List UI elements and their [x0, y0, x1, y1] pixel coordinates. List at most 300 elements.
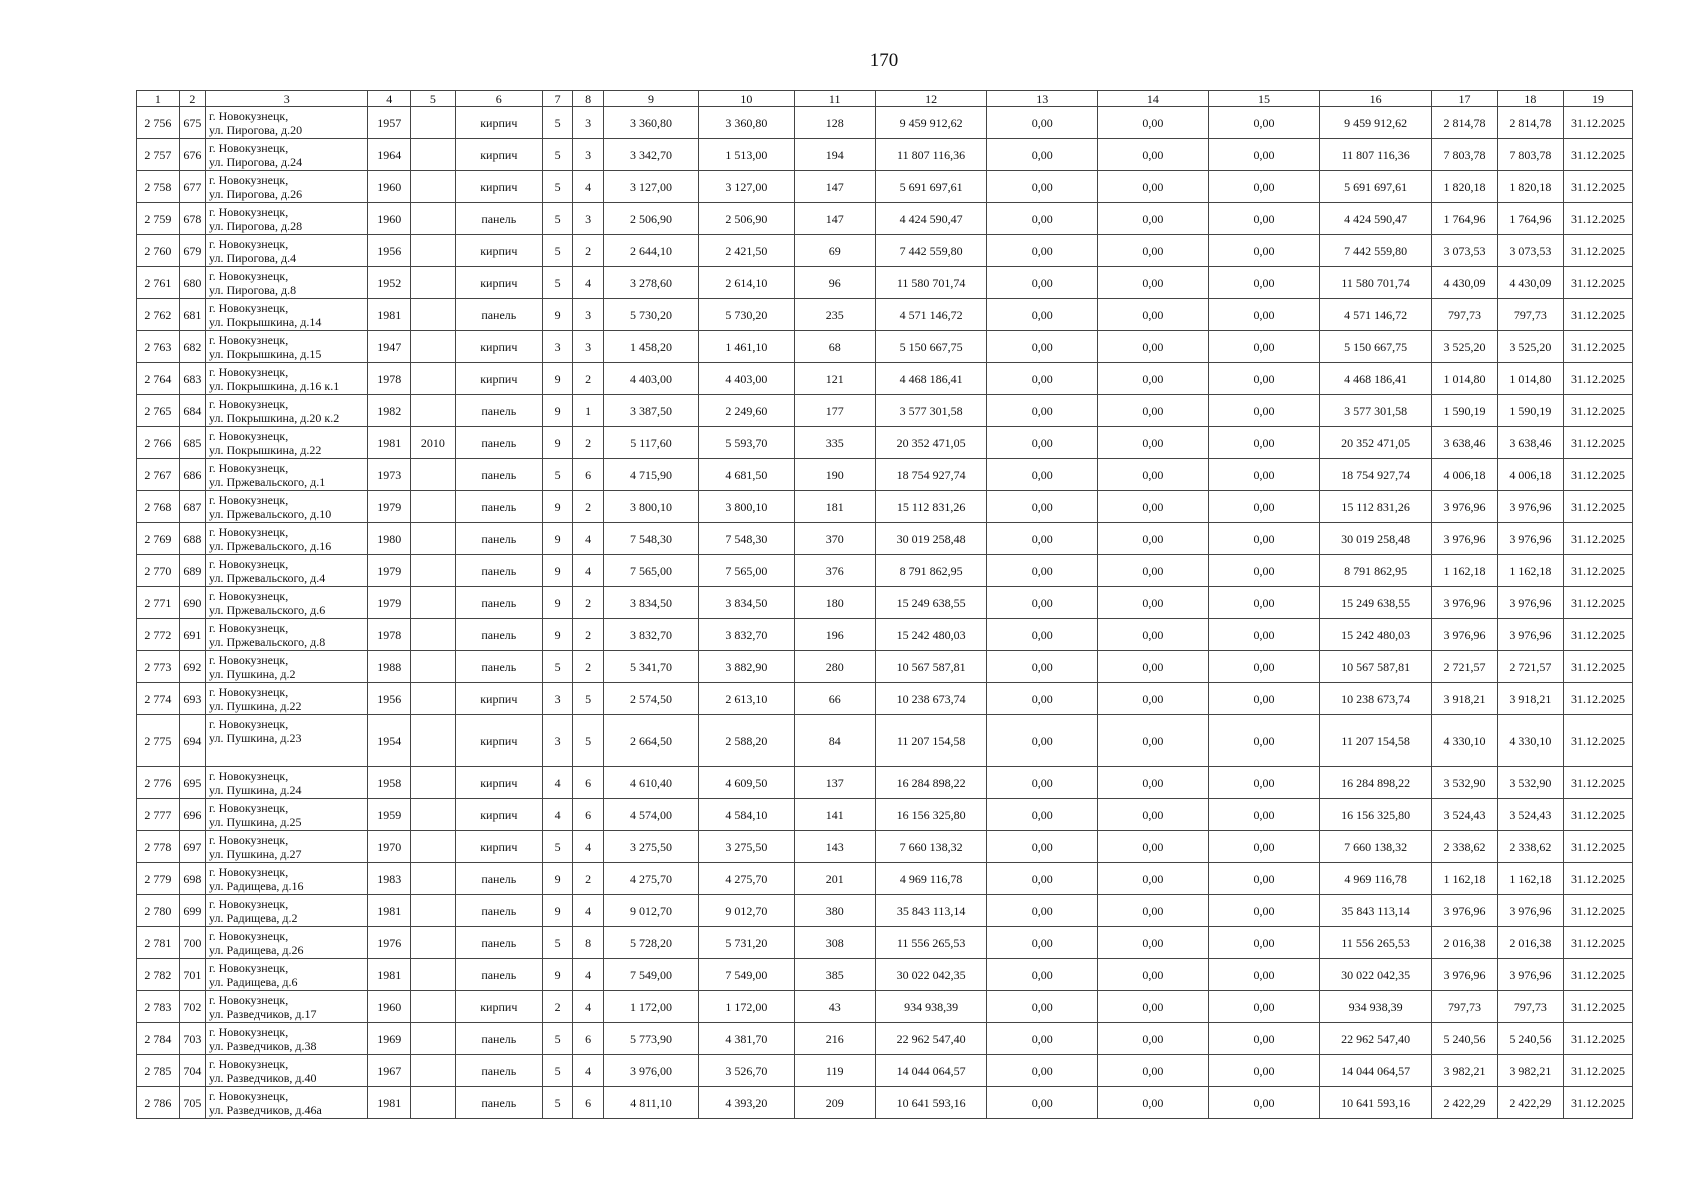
table-cell-c11: 147 — [794, 171, 875, 203]
table-cell-c15: 0,00 — [1208, 715, 1320, 767]
table-cell-c6: панель — [455, 927, 542, 959]
table-cell-c16: 20 352 471,05 — [1320, 427, 1432, 459]
table-cell-c14: 0,00 — [1098, 139, 1209, 171]
column-header: 17 — [1431, 91, 1497, 107]
address-city: г. Новокузнецк, — [209, 300, 289, 315]
table-cell-c8: 2 — [573, 235, 603, 267]
table-cell-c7: 9 — [542, 395, 572, 427]
table-cell-c12: 934 938,39 — [875, 991, 987, 1023]
table-cell-c14: 0,00 — [1098, 427, 1209, 459]
column-number-row — [137, 91, 1633, 107]
table-cell-c2: 684 — [179, 395, 205, 427]
table-cell-c16: 10 238 673,74 — [1320, 683, 1432, 715]
table-cell-c10: 4 403,00 — [699, 363, 794, 395]
table-cell-c5 — [411, 991, 456, 1023]
address-street: ул. Радищева, д.26 — [209, 942, 304, 957]
address-street: ул. Радищева, д.16 — [209, 878, 304, 893]
table-cell-c9: 3 387,50 — [603, 395, 698, 427]
table-cell-c19: 31.12.2025 — [1563, 1023, 1632, 1055]
table-cell-c18: 3 638,46 — [1497, 427, 1563, 459]
table-cell-c2: 675 — [179, 107, 205, 139]
table-cell-c17: 3 525,20 — [1431, 331, 1497, 363]
table-cell-c5 — [411, 799, 456, 831]
table-cell-c11: 143 — [794, 831, 875, 863]
table-cell-c15: 0,00 — [1208, 523, 1320, 555]
table-cell-c7: 2 — [542, 991, 572, 1023]
table-cell-c2: 693 — [179, 683, 205, 715]
table-cell-c15: 0,00 — [1208, 895, 1320, 927]
table-cell-c2: 697 — [179, 831, 205, 863]
table-cell-c18: 3 073,53 — [1497, 235, 1563, 267]
table-cell-c19: 31.12.2025 — [1563, 267, 1632, 299]
table-cell-c7: 9 — [542, 619, 572, 651]
address-street: ул. Пирогова, д.4 — [209, 250, 297, 265]
table-cell-c4: 1979 — [368, 587, 411, 619]
table-cell-c13: 0,00 — [987, 459, 1098, 491]
table-cell-c6: панель — [455, 395, 542, 427]
table-cell-c4: 1967 — [368, 1055, 411, 1087]
table-cell-c11: 181 — [794, 491, 875, 523]
address-city: г. Новокузнецк, — [209, 492, 289, 507]
table-cell-c19: 31.12.2025 — [1563, 107, 1632, 139]
table-cell-c11: 308 — [794, 927, 875, 959]
address-street: ул. Покрышкина, д.15 — [209, 346, 322, 361]
table-cell-c17: 797,73 — [1431, 299, 1497, 331]
table-cell-c10: 1 513,00 — [699, 139, 794, 171]
table-cell-c11: 137 — [794, 767, 875, 799]
table-cell-c6: панель — [455, 587, 542, 619]
table-row — [137, 171, 1633, 203]
table-row — [137, 107, 1633, 139]
table-cell-c13: 0,00 — [987, 331, 1098, 363]
table-cell-c13: 0,00 — [987, 927, 1098, 959]
table-cell-c9: 2 506,90 — [603, 203, 698, 235]
table-cell-c15: 0,00 — [1208, 139, 1320, 171]
table-cell-c13: 0,00 — [987, 203, 1098, 235]
address-city: г. Новокузнецк, — [209, 460, 289, 475]
table-cell-c18: 3 524,43 — [1497, 799, 1563, 831]
table-cell-c1: 2 771 — [137, 587, 180, 619]
table-cell-c4: 1970 — [368, 831, 411, 863]
table-cell-c6: панель — [455, 427, 542, 459]
table-cell-c1: 2 779 — [137, 863, 180, 895]
table-cell-c9: 5 773,90 — [603, 1023, 698, 1055]
table-cell-c17: 1 014,80 — [1431, 363, 1497, 395]
address-street: ул. Пржевальского, д.6 — [209, 602, 326, 617]
table-cell-c13: 0,00 — [987, 107, 1098, 139]
table-cell-c16: 11 207 154,58 — [1320, 715, 1432, 767]
table-cell-c1: 2 760 — [137, 235, 180, 267]
table-cell-c7: 3 — [542, 331, 572, 363]
table-cell-c11: 196 — [794, 619, 875, 651]
table-cell-c7: 9 — [542, 427, 572, 459]
table-cell-c16: 35 843 113,14 — [1320, 895, 1432, 927]
table-cell-c10: 2 249,60 — [699, 395, 794, 427]
table-cell-c14: 0,00 — [1098, 107, 1209, 139]
table-cell-c17: 3 976,96 — [1431, 491, 1497, 523]
address-cell — [206, 927, 368, 959]
table-cell-c12: 11 580 701,74 — [875, 267, 987, 299]
table-cell-c13: 0,00 — [987, 863, 1098, 895]
table-cell-c10: 2 506,90 — [699, 203, 794, 235]
table-cell-c5 — [411, 107, 456, 139]
table-cell-c16: 5 150 667,75 — [1320, 331, 1432, 363]
table-cell-c13: 0,00 — [987, 523, 1098, 555]
table-cell-c7: 9 — [542, 895, 572, 927]
table-cell-c4: 1957 — [368, 107, 411, 139]
table-cell-c14: 0,00 — [1098, 1087, 1209, 1119]
address-city: г. Новокузнецк, — [209, 396, 289, 411]
address-street: ул. Пржевальского, д.8 — [209, 634, 326, 649]
table-cell-c11: 96 — [794, 267, 875, 299]
table-cell-c2: 689 — [179, 555, 205, 587]
table-cell-c18: 5 240,56 — [1497, 1023, 1563, 1055]
table-cell-c12: 22 962 547,40 — [875, 1023, 987, 1055]
table-cell-c14: 0,00 — [1098, 895, 1209, 927]
table-cell-c9: 7 549,00 — [603, 959, 698, 991]
table-cell-c9: 3 834,50 — [603, 587, 698, 619]
table-cell-c9: 3 976,00 — [603, 1055, 698, 1087]
table-cell-c1: 2 776 — [137, 767, 180, 799]
table-row — [137, 991, 1633, 1023]
address-cell — [206, 767, 368, 799]
address-city: г. Новокузнецк, — [209, 684, 289, 699]
address-city: г. Новокузнецк, — [209, 332, 289, 347]
address-city: г. Новокузнецк, — [209, 524, 289, 539]
table-cell-c7: 9 — [542, 587, 572, 619]
table-cell-c7: 9 — [542, 491, 572, 523]
address-cell — [206, 363, 368, 395]
table-cell-c18: 1 764,96 — [1497, 203, 1563, 235]
table-cell-c18: 3 976,96 — [1497, 523, 1563, 555]
table-cell-c2: 677 — [179, 171, 205, 203]
table-cell-c1: 2 758 — [137, 171, 180, 203]
table-cell-c17: 3 638,46 — [1431, 427, 1497, 459]
table-cell-c7: 9 — [542, 863, 572, 895]
table-cell-c16: 4 468 186,41 — [1320, 363, 1432, 395]
table-cell-c4: 1956 — [368, 235, 411, 267]
table-cell-c9: 3 342,70 — [603, 139, 698, 171]
address-city: г. Новокузнецк, — [209, 864, 289, 879]
table-cell-c18: 1 820,18 — [1497, 171, 1563, 203]
table-cell-c14: 0,00 — [1098, 395, 1209, 427]
table-cell-c5 — [411, 683, 456, 715]
table-cell-c8: 4 — [573, 267, 603, 299]
table-cell-c11: 43 — [794, 991, 875, 1023]
table-cell-c13: 0,00 — [987, 235, 1098, 267]
table-cell-c10: 4 275,70 — [699, 863, 794, 895]
table-cell-c7: 5 — [542, 927, 572, 959]
table-cell-c5 — [411, 203, 456, 235]
address-street: ул. Радищева, д.2 — [209, 910, 298, 925]
address-street: ул. Покрышкина, д.16 к.1 — [209, 378, 340, 393]
table-cell-c12: 15 112 831,26 — [875, 491, 987, 523]
table-cell-c12: 11 807 116,36 — [875, 139, 987, 171]
table-cell-c12: 3 577 301,58 — [875, 395, 987, 427]
table-cell-c12: 5 691 697,61 — [875, 171, 987, 203]
table-cell-c14: 0,00 — [1098, 459, 1209, 491]
address-city: г. Новокузнецк, — [209, 556, 289, 571]
table-cell-c12: 30 019 258,48 — [875, 523, 987, 555]
table-cell-c17: 2 814,78 — [1431, 107, 1497, 139]
table-cell-c9: 3 127,00 — [603, 171, 698, 203]
table-cell-c6: кирпич — [455, 767, 542, 799]
table-cell-c17: 3 918,21 — [1431, 683, 1497, 715]
table-cell-c12: 10 238 673,74 — [875, 683, 987, 715]
table-cell-c17: 3 982,21 — [1431, 1055, 1497, 1087]
table-row — [137, 203, 1633, 235]
table-cell-c16: 11 556 265,53 — [1320, 927, 1432, 959]
table-cell-c19: 31.12.2025 — [1563, 459, 1632, 491]
column-header: 13 — [987, 91, 1098, 107]
table-cell-c11: 335 — [794, 427, 875, 459]
table-cell-c17: 3 524,43 — [1431, 799, 1497, 831]
table-cell-c9: 4 403,00 — [603, 363, 698, 395]
column-header: 8 — [573, 91, 603, 107]
table-cell-c16: 22 962 547,40 — [1320, 1023, 1432, 1055]
address-cell — [206, 863, 368, 895]
table-row — [137, 895, 1633, 927]
table-cell-c19: 31.12.2025 — [1563, 863, 1632, 895]
address-cell — [206, 427, 368, 459]
table-cell-c16: 4 969 116,78 — [1320, 863, 1432, 895]
table-cell-c6: панель — [455, 555, 542, 587]
column-header: 4 — [368, 91, 411, 107]
table-cell-c19: 31.12.2025 — [1563, 991, 1632, 1023]
table-cell-c19: 31.12.2025 — [1563, 299, 1632, 331]
table-cell-c1: 2 775 — [137, 715, 180, 767]
table-cell-c7: 5 — [542, 1087, 572, 1119]
table-cell-c1: 2 786 — [137, 1087, 180, 1119]
table-cell-c2: 679 — [179, 235, 205, 267]
table-cell-c19: 31.12.2025 — [1563, 555, 1632, 587]
address-street: ул. Покрышкина, д.22 — [209, 442, 322, 457]
table-cell-c13: 0,00 — [987, 491, 1098, 523]
table-cell-c2: 686 — [179, 459, 205, 491]
table-cell-c11: 141 — [794, 799, 875, 831]
table-cell-c19: 31.12.2025 — [1563, 895, 1632, 927]
address-city: г. Новокузнецк, — [209, 588, 289, 603]
table-cell-c16: 16 284 898,22 — [1320, 767, 1432, 799]
table-cell-c2: 676 — [179, 139, 205, 171]
table-cell-c2: 699 — [179, 895, 205, 927]
table-cell-c17: 3 532,90 — [1431, 767, 1497, 799]
address-cell — [206, 1023, 368, 1055]
table-cell-c14: 0,00 — [1098, 171, 1209, 203]
address-city: г. Новокузнецк, — [209, 108, 289, 123]
address-city: г. Новокузнецк, — [209, 1056, 289, 1071]
table-cell-c16: 30 022 042,35 — [1320, 959, 1432, 991]
table-cell-c1: 2 766 — [137, 427, 180, 459]
table-cell-c13: 0,00 — [987, 831, 1098, 863]
table-row — [137, 831, 1633, 863]
table-cell-c11: 66 — [794, 683, 875, 715]
table-cell-c13: 0,00 — [987, 959, 1098, 991]
address-street: ул. Пржевальского, д.4 — [209, 570, 326, 585]
address-cell — [206, 203, 368, 235]
table-cell-c16: 7 660 138,32 — [1320, 831, 1432, 863]
table-cell-c2: 688 — [179, 523, 205, 555]
table-cell-c2: 681 — [179, 299, 205, 331]
table-cell-c9: 1 458,20 — [603, 331, 698, 363]
address-cell — [206, 171, 368, 203]
table-row — [137, 555, 1633, 587]
table-cell-c5 — [411, 587, 456, 619]
table-cell-c2: 703 — [179, 1023, 205, 1055]
table-cell-c2: 692 — [179, 651, 205, 683]
table-row — [137, 619, 1633, 651]
table-cell-c10: 5 730,20 — [699, 299, 794, 331]
table-cell-c15: 0,00 — [1208, 587, 1320, 619]
table-cell-c1: 2 777 — [137, 799, 180, 831]
table-cell-c19: 31.12.2025 — [1563, 587, 1632, 619]
table-cell-c2: 678 — [179, 203, 205, 235]
table-cell-c13: 0,00 — [987, 139, 1098, 171]
table-cell-c16: 11 807 116,36 — [1320, 139, 1432, 171]
address-cell — [206, 799, 368, 831]
table-cell-c11: 84 — [794, 715, 875, 767]
table-cell-c8: 2 — [573, 491, 603, 523]
table-cell-c5 — [411, 1023, 456, 1055]
table-cell-c14: 0,00 — [1098, 299, 1209, 331]
table-cell-c15: 0,00 — [1208, 1087, 1320, 1119]
table-cell-c10: 1 172,00 — [699, 991, 794, 1023]
table-cell-c4: 1981 — [368, 427, 411, 459]
table-cell-c2: 695 — [179, 767, 205, 799]
column-header: 7 — [542, 91, 572, 107]
table-row — [137, 1023, 1633, 1055]
table-cell-c16: 16 156 325,80 — [1320, 799, 1432, 831]
table-cell-c11: 385 — [794, 959, 875, 991]
address-street: ул. Пушкина, д.2 — [209, 666, 296, 681]
table-cell-c1: 2 759 — [137, 203, 180, 235]
address-city: г. Новокузнецк, — [209, 652, 289, 667]
table-cell-c9: 4 275,70 — [603, 863, 698, 895]
column-header: 15 — [1208, 91, 1320, 107]
page-number: 170 — [869, 50, 899, 71]
table-cell-c9: 4 715,90 — [603, 459, 698, 491]
table-cell-c7: 3 — [542, 715, 572, 767]
table-cell-c19: 31.12.2025 — [1563, 139, 1632, 171]
table-cell-c2: 680 — [179, 267, 205, 299]
table-cell-c1: 2 770 — [137, 555, 180, 587]
table-cell-c6: панель — [455, 491, 542, 523]
table-cell-c19: 31.12.2025 — [1563, 619, 1632, 651]
table-cell-c6: кирпич — [455, 331, 542, 363]
table-cell-c7: 4 — [542, 799, 572, 831]
table-cell-c7: 5 — [542, 651, 572, 683]
table-row — [137, 799, 1633, 831]
table-cell-c15: 0,00 — [1208, 267, 1320, 299]
table-cell-c17: 1 162,18 — [1431, 555, 1497, 587]
table-cell-c5 — [411, 395, 456, 427]
table-cell-c9: 5 341,70 — [603, 651, 698, 683]
table-cell-c18: 3 982,21 — [1497, 1055, 1563, 1087]
table-cell-c17: 1 820,18 — [1431, 171, 1497, 203]
table-cell-c9: 7 565,00 — [603, 555, 698, 587]
table-cell-c10: 4 393,20 — [699, 1087, 794, 1119]
table-cell-c5 — [411, 363, 456, 395]
table-cell-c5 — [411, 331, 456, 363]
table-cell-c5 — [411, 299, 456, 331]
table-cell-c15: 0,00 — [1208, 555, 1320, 587]
table-cell-c15: 0,00 — [1208, 299, 1320, 331]
table-cell-c13: 0,00 — [987, 267, 1098, 299]
table-cell-c10: 9 012,70 — [699, 895, 794, 927]
table-cell-c10: 2 421,50 — [699, 235, 794, 267]
table-row — [137, 683, 1633, 715]
table-cell-c9: 5 117,60 — [603, 427, 698, 459]
table-cell-c1: 2 772 — [137, 619, 180, 651]
table-cell-c6: кирпич — [455, 235, 542, 267]
table-cell-c12: 11 207 154,58 — [875, 715, 987, 767]
table-cell-c1: 2 783 — [137, 991, 180, 1023]
table-cell-c17: 5 240,56 — [1431, 1023, 1497, 1055]
table-cell-c15: 0,00 — [1208, 959, 1320, 991]
table-row — [137, 139, 1633, 171]
table-cell-c4: 1978 — [368, 363, 411, 395]
table-cell-c1: 2 780 — [137, 895, 180, 927]
table-cell-c11: 380 — [794, 895, 875, 927]
table-cell-c16: 3 577 301,58 — [1320, 395, 1432, 427]
table-cell-c14: 0,00 — [1098, 831, 1209, 863]
table-cell-c2: 700 — [179, 927, 205, 959]
table-cell-c11: 370 — [794, 523, 875, 555]
table-cell-c8: 5 — [573, 715, 603, 767]
address-street: ул. Пржевальского, д.16 — [209, 538, 332, 553]
address-street: ул. Пирогова, д.26 — [209, 186, 303, 201]
table-cell-c9: 3 832,70 — [603, 619, 698, 651]
table-cell-c12: 30 022 042,35 — [875, 959, 987, 991]
table-row — [137, 427, 1633, 459]
table-cell-c11: 190 — [794, 459, 875, 491]
table-cell-c12: 4 571 146,72 — [875, 299, 987, 331]
table-cell-c16: 14 044 064,57 — [1320, 1055, 1432, 1087]
table-cell-c5 — [411, 715, 456, 767]
address-city: г. Новокузнецк, — [209, 364, 289, 379]
table-cell-c15: 0,00 — [1208, 683, 1320, 715]
table-cell-c10: 7 548,30 — [699, 523, 794, 555]
table-cell-c9: 9 012,70 — [603, 895, 698, 927]
table-cell-c17: 2 338,62 — [1431, 831, 1497, 863]
address-city: г. Новокузнецк, — [209, 768, 289, 783]
table-cell-c9: 4 574,00 — [603, 799, 698, 831]
table-cell-c15: 0,00 — [1208, 863, 1320, 895]
table-cell-c14: 0,00 — [1098, 619, 1209, 651]
table-cell-c17: 3 976,96 — [1431, 619, 1497, 651]
table-cell-c14: 0,00 — [1098, 799, 1209, 831]
table-cell-c15: 0,00 — [1208, 1023, 1320, 1055]
table-cell-c6: панель — [455, 523, 542, 555]
table-cell-c19: 31.12.2025 — [1563, 651, 1632, 683]
table-cell-c8: 3 — [573, 107, 603, 139]
table-cell-c1: 2 767 — [137, 459, 180, 491]
table-cell-c1: 2 761 — [137, 267, 180, 299]
table-cell-c1: 2 781 — [137, 927, 180, 959]
table-cell-c10: 3 275,50 — [699, 831, 794, 863]
table-cell-c12: 18 754 927,74 — [875, 459, 987, 491]
table-cell-c19: 31.12.2025 — [1563, 203, 1632, 235]
table-cell-c12: 16 156 325,80 — [875, 799, 987, 831]
table-cell-c8: 6 — [573, 799, 603, 831]
table-cell-c16: 5 691 697,61 — [1320, 171, 1432, 203]
address-street: ул. Пирогова, д.8 — [209, 282, 297, 297]
table-cell-c9: 3 800,10 — [603, 491, 698, 523]
table-cell-c15: 0,00 — [1208, 363, 1320, 395]
table-cell-c5 — [411, 523, 456, 555]
table-cell-c14: 0,00 — [1098, 651, 1209, 683]
table-cell-c15: 0,00 — [1208, 1055, 1320, 1087]
